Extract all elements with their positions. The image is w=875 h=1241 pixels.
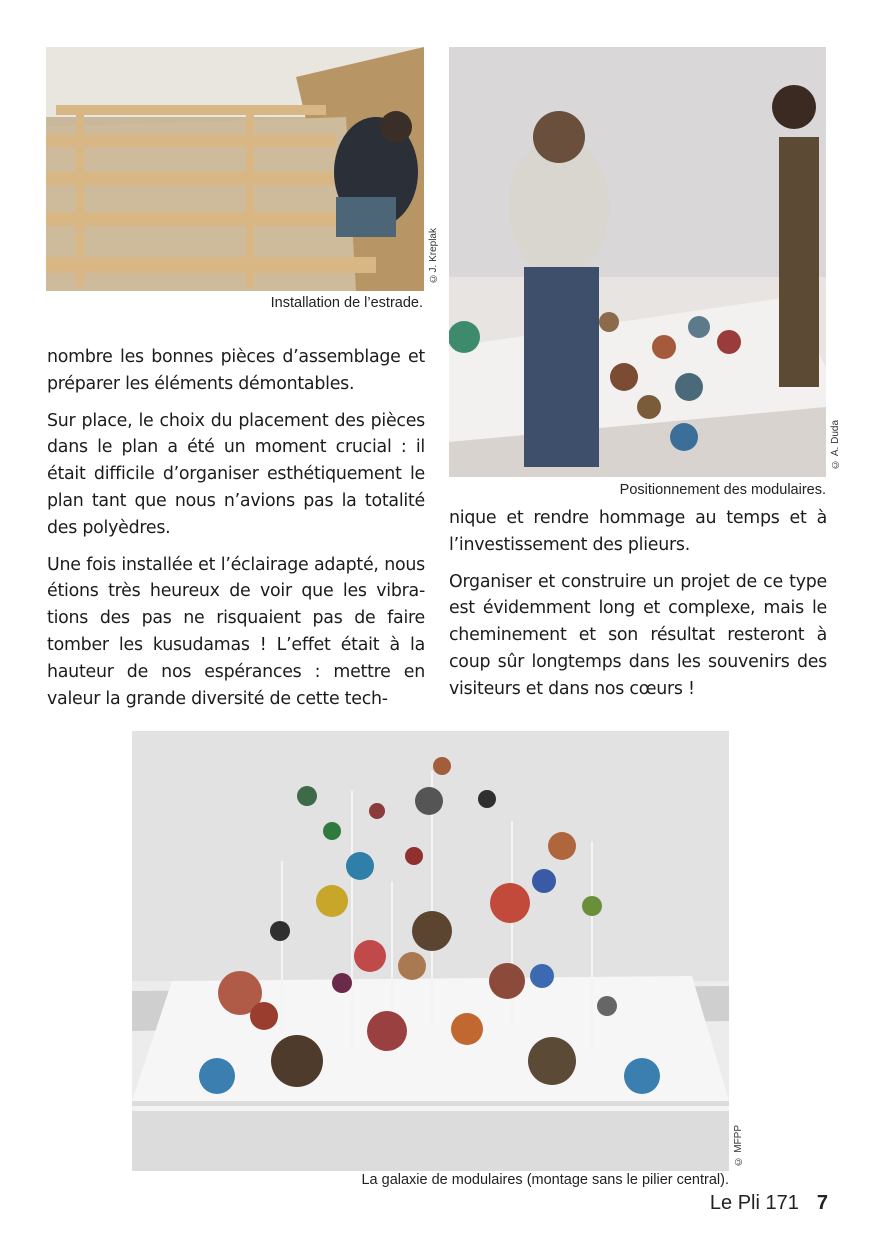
page-footer <box>710 1192 828 1215</box>
photo-credit-estrade: ©J. Kreplak <box>428 228 439 284</box>
text-column-right <box>449 505 827 703</box>
paragraph: Sur place, le choix du placement des pièces dans le plan a été un moment crucial : il était difficile d’organiser esthétiquement le plan tant que nous n’avions pas la totalité des polyèdres. <box>47 410 425 538</box>
page-number: 7 <box>816 1192 828 1214</box>
caption-galaxie: La galaxie de modulaires (montage sans le pilier central). <box>361 1172 729 1188</box>
caption-estrade: Installation de l’estrade. <box>270 295 423 311</box>
caption-modulaires: Positionnement des modulaires. <box>619 482 826 498</box>
paragraph: Organiser et construire un projet de ce type est évidemment long et complexe, mais le cheminement et son résultat resteront à coup sûr longtemps dans les souvenirs des visiteurs et dans nos cœurs ! <box>449 571 827 699</box>
photo-modulaires <box>449 47 826 477</box>
publication-title: Le Pli 171 <box>709 1192 799 1214</box>
paragraph: Une fois installée et l’éclairage adapté, nous étions très heureux de voir que les vibra- tions des pas ne risquaient pas de faire tomber les kusudamas ! L’effet était à la hauteur de nos espérances : mettre en valeur la grande diversité de cette tech- <box>47 554 425 709</box>
paragraph: nombre les bonnes pièces d’assemblage et préparer les éléments démontables. <box>47 347 425 394</box>
photo-estrade <box>46 47 424 291</box>
photo-credit-modulaires: © A. Duda <box>830 420 841 470</box>
photo-galaxie <box>132 731 729 1171</box>
paragraph: nique et rendre hommage au temps et à l’investissement des plieurs. <box>449 508 827 555</box>
text-column-left <box>47 344 425 712</box>
photo-credit-galaxie: © MFPP <box>733 1125 744 1167</box>
